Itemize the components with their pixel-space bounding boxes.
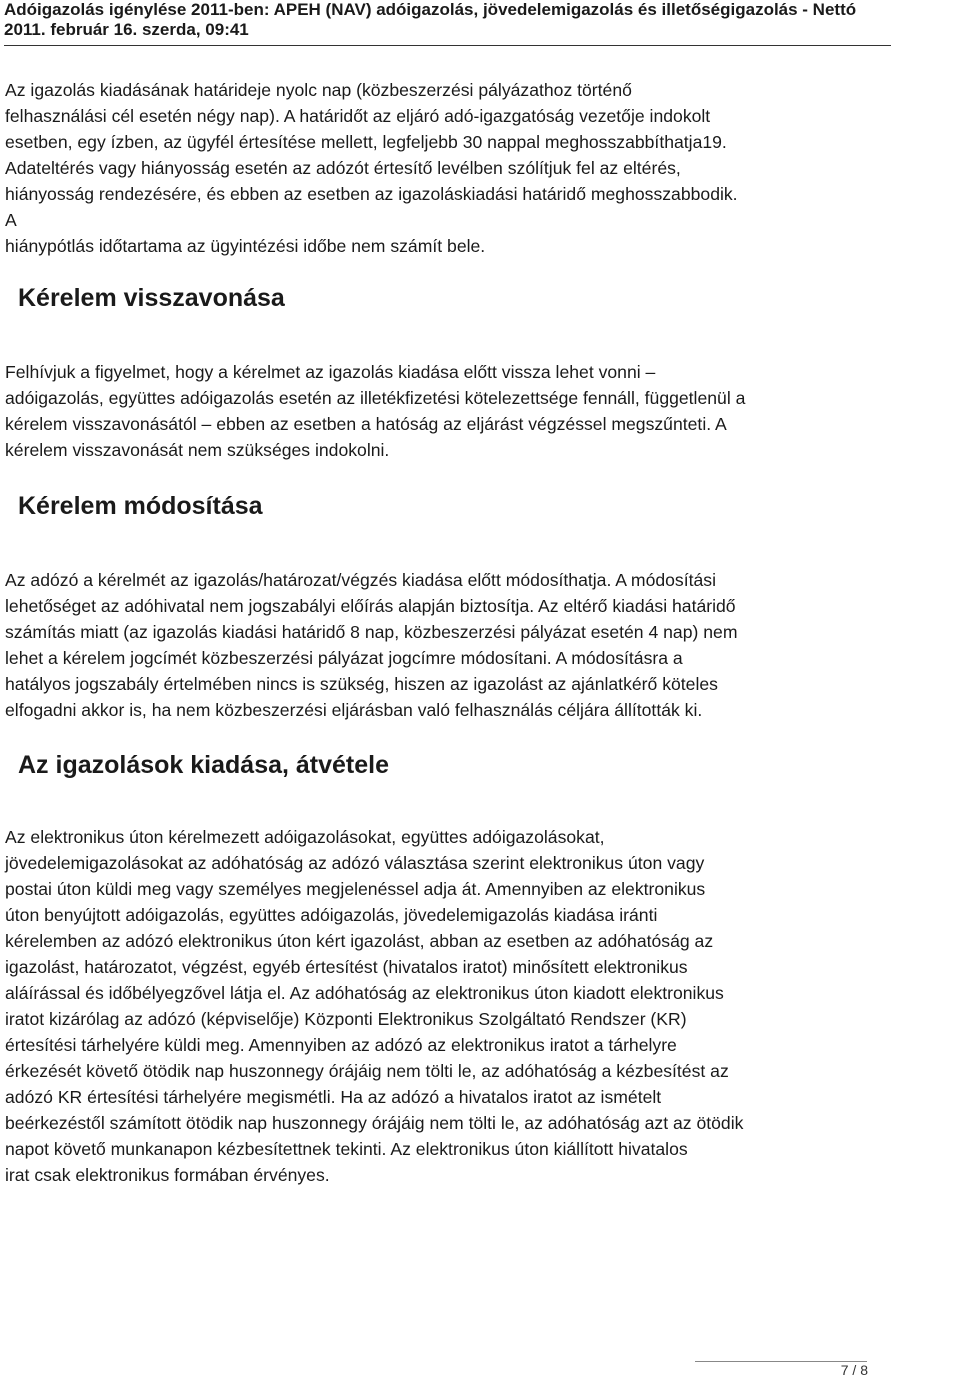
heading-request-modification: Kérelem módosítása <box>18 492 263 520</box>
document-body <box>5 74 885 1188</box>
paragraph-deadline <box>5 77 885 259</box>
text-line: hiánypótlás időtartama az ügyintézési időbe nem számít bele. <box>5 236 486 256</box>
text-line: lehet a kérelem jogcímét közbeszerzési pályázat jogcímre módosítani. A módosításra a <box>5 648 683 668</box>
text-line: Az adózó a kérelmét az igazolás/határozat/végzés kiadása előtt módosíthatja. A módosítási <box>5 570 716 590</box>
text-line: irat csak elektronikus formában érvényes. <box>5 1165 330 1185</box>
text-line: felhasználási cél esetén négy nap). A határidőt az eljáró adó-igazgatóság vezetője indokolt <box>5 106 711 126</box>
text-line: érkezését követő ötödik nap huszonnegy órájáig nem tölti le, az adóhatóság a kézbesítést az <box>5 1061 729 1081</box>
heading-certificate-delivery: Az igazolások kiadása, átvétele <box>18 751 390 779</box>
text-line: hiányosság rendezésére, és ebben az esetben az igazoláskiadási határidő meghosszabbodik. <box>5 184 738 204</box>
document-title: Adóigazolás igénylése 2011-ben: APEH (NAV) adóigazolás, jövedelemigazolás és illetőségigazolás - Nettó <box>4 0 857 19</box>
text-line: Az elektronikus úton kérelmezett adóigazolásokat, együttes adóigazolásokat, <box>5 827 605 847</box>
text-line: kérelem visszavonását nem szükséges indokolni. <box>5 440 390 460</box>
text-line: adózó KR értesítési tárhelyére megismétli. Ha az adózó a hivatalos iratot az ismételt <box>5 1087 662 1107</box>
text-line: Felhívjuk a figyelmet, hogy a kérelmet az igazolás kiadása előtt vissza lehet vonni – <box>5 362 656 382</box>
paragraph-delivery <box>5 824 885 1188</box>
paragraph-modification <box>5 567 885 723</box>
text-line: elfogadni akkor is, ha nem közbeszerzési eljárásban való felhasználás céljára állították ki. <box>5 700 703 720</box>
text-line: úton benyújtott adóigazolás, együttes adóigazolás, jövedelemigazolás kiadása iránti <box>5 905 658 925</box>
text-line: beérkezéstől számított ötödik nap huszonnegy órájáig nem tölti le, az adóhatóság azt az ötödik <box>5 1113 744 1133</box>
text-line: értesítési tárhelyére küldi meg. Amennyiben az adózó az elektronikus iratot a tárhelyre <box>5 1035 677 1055</box>
text-line: aláírással és időbélyegzővel látja el. Az adóhatóság az elektronikus úton kiadott elektronikus <box>5 983 724 1003</box>
heading-request-withdrawal: Kérelem visszavonása <box>18 284 285 312</box>
text-line: esetben, egy ízben, az ügyfél értesítése mellett, legfeljebb 30 nappal meghosszabbíthatja19. <box>5 132 727 152</box>
document-date: 2011. február 16. szerda, 09:41 <box>4 20 249 39</box>
text-line: kérelem visszavonásától – ebben az esetben a hatóság az eljárást végzéssel megszűnteti. A <box>5 414 727 434</box>
page-number: 7 / 8 <box>840 1362 868 1378</box>
text-line: napot követő munkanapon kézbesítettnek tekinti. Az elektronikus úton kiállított hivatalos <box>5 1139 688 1159</box>
text-line: iratot kizárólag az adózó (képviselője) Központi Elektronikus Szolgáltató Rendszer (KR) <box>5 1009 687 1029</box>
text-line: adóigazolás, együttes adóigazolás esetén az illetékfizetési kötelezettsége fennáll, függetlenül a <box>5 388 746 408</box>
text-line: Az igazolás kiadásának határideje nyolc nap (közbeszerzési pályázathoz történő <box>5 80 632 100</box>
page-header <box>4 0 960 40</box>
text-line: Adateltérés vagy hiányosság esetén az adózót értesítő levélben szólítjuk fel az eltérés, <box>5 158 681 178</box>
text-line: számítás miatt (az igazolás kiadási határidő 8 nap, közbeszerzési pályázat esetén 4 nap) nem <box>5 622 738 642</box>
text-line: igazolást, határozatot, végzést, egyéb értesítést (hivatalos iratot) minősített elektronikus <box>5 957 688 977</box>
paragraph-withdrawal <box>5 359 885 463</box>
text-line: lehetőséget az adóhivatal nem jogszabályi előírás alapján biztosítja. Az eltérő kiadási határidő <box>5 596 736 616</box>
text-line: postai úton küldi meg vagy személyes megjelenéssel adja át. Amennyiben az elektronikus <box>5 879 706 899</box>
header-divider <box>4 45 891 46</box>
text-line: kérelemben az adózó elektronikus úton kért igazolást, abban az esetben az adóhatóság az <box>5 931 714 951</box>
text-line: hatályos jogszabály értelmében nincs is szükség, hiszen az igazolást az ajánlatkérő köteles <box>5 674 718 694</box>
text-line: jövedelemigazolásokat az adóhatóság az adózó választása szerint elektronikus úton vagy <box>5 853 705 873</box>
text-line: A <box>5 210 17 230</box>
